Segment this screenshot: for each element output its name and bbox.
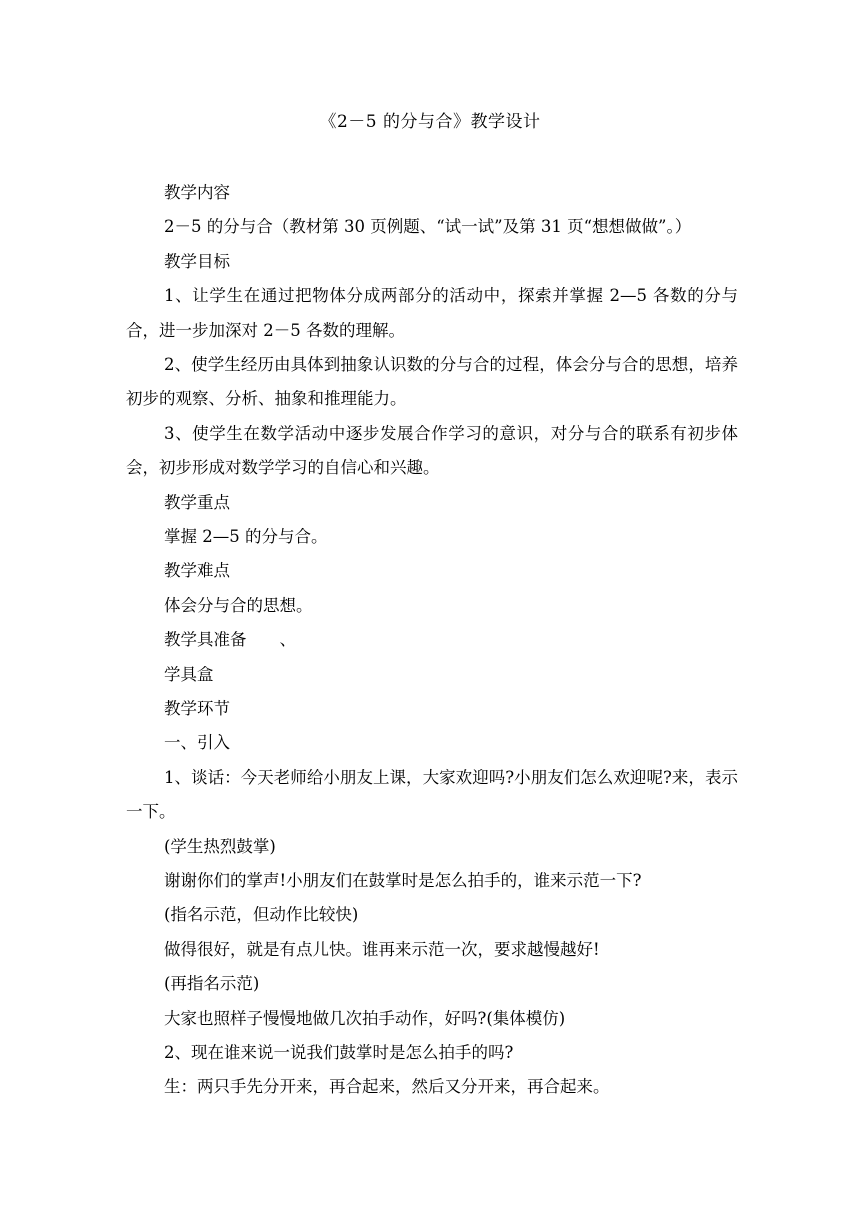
paragraph: 学具盒 xyxy=(164,664,214,684)
paragraph: 2－5 的分与合（教材第 30 页例题、“试一试”及第 31 页“想想做做”。） xyxy=(164,217,692,237)
paragraph: 做得很好，就是有点儿快。谁再来示范一次，要求越慢越好! xyxy=(164,939,600,959)
paragraph: (指名示范，但动作比较快) xyxy=(164,905,359,925)
paragraph: 谢谢你们的掌声!小朋友们在鼓掌时是怎么拍手的，谁来示范一下? xyxy=(164,870,642,890)
heading-teaching-focus: 教学重点 xyxy=(164,492,230,512)
heading-teaching-difficulty: 教学难点 xyxy=(164,561,230,581)
heading-teaching-materials: 教学具准备 、 xyxy=(164,630,296,650)
paragraph: 掌握 2—5 的分与合。 xyxy=(164,527,328,546)
paragraph: 体会分与合的思想。 xyxy=(164,595,313,615)
heading-teaching-goals: 教学目标 xyxy=(164,251,230,271)
paragraph: 2、现在谁来说一说我们鼓掌时是怎么拍手的吗? xyxy=(164,1042,514,1062)
paragraph: 大家也照样子慢慢地做几次拍手动作，好吗?(集体模仿) xyxy=(164,1008,566,1028)
paragraph: 3、使学生在数学活动中逐步发展合作学习的意识，对分与合的联系有初步体会，初步形成对数学学习的自信心和兴趣。 xyxy=(126,423,738,478)
heading-teaching-steps: 教学环节 xyxy=(164,698,230,718)
heading-teaching-content: 教学内容 xyxy=(164,183,230,202)
paragraph: 1、让学生在通过把物体分成两部分的活动中，探索并掌握 2—5 各数的分与合，进一步加深对 2－5 各数的理解。 xyxy=(126,286,738,340)
paragraph: 生：两只手先分开来，再合起来，然后又分开来，再合起来。 xyxy=(164,1077,610,1097)
paragraph: (学生热烈鼓掌) xyxy=(164,836,276,856)
section-heading: 一、引入 xyxy=(164,733,230,753)
paragraph: 1、谈话：今天老师给小朋友上课，大家欢迎吗?小朋友们怎么欢迎呢?来，表示一下。 xyxy=(126,767,738,822)
paragraph: 2、使学生经历由具体到抽象认识数的分与合的过程，体会分与合的思想，培养初步的观察、分析、抽象和推理能力。 xyxy=(126,354,738,409)
document-title: 《2－5 的分与合》教学设计 xyxy=(319,112,541,132)
paragraph: (再指名示范) xyxy=(164,974,260,994)
document-body xyxy=(126,176,738,1105)
